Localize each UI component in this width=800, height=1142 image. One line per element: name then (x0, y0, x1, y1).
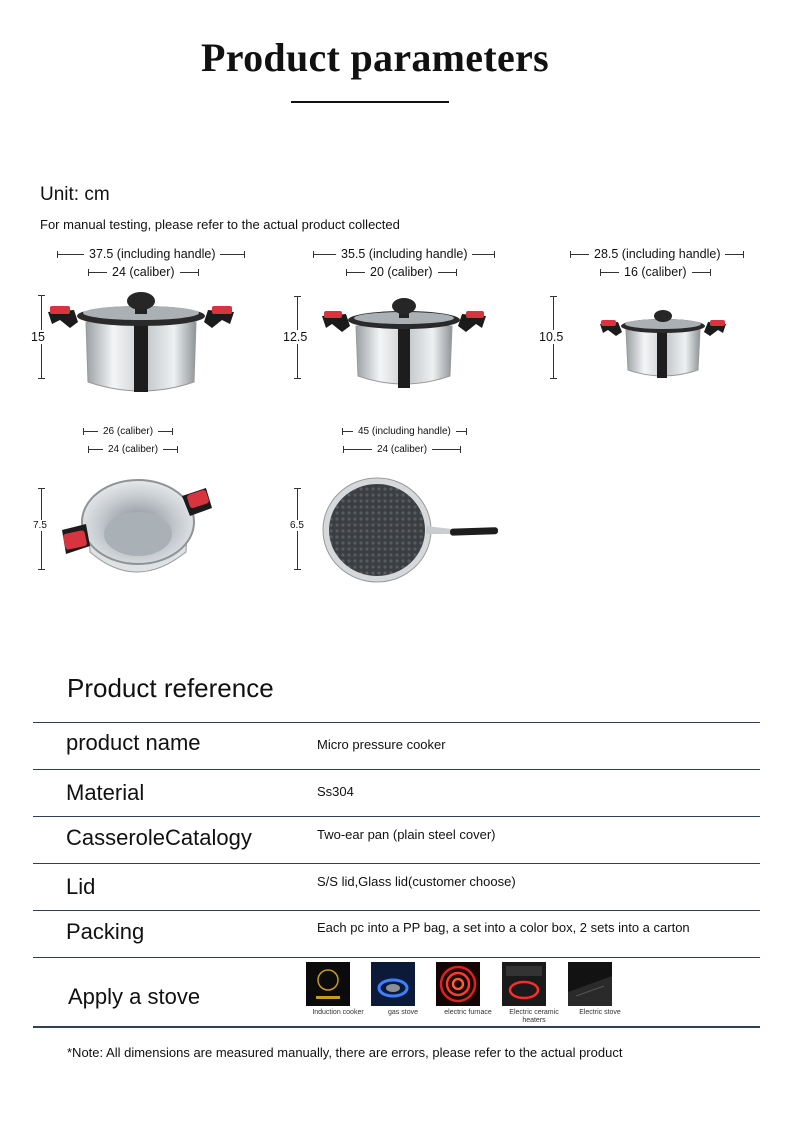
stove-caption: Electric ceramic heaters (509, 1009, 559, 1024)
title-underline (291, 101, 449, 103)
row-value: Each pc into a PP bag, a set into a color box, 2 sets into a carton (317, 920, 690, 935)
caliber-dimension-2 (346, 265, 457, 279)
electric-furnace-icon (436, 962, 500, 1006)
width-dimension-2 (313, 247, 495, 261)
row-value: Micro pressure cooker (317, 737, 446, 752)
electric-ceramic-heater-icon (502, 962, 566, 1006)
caliber-label-3: 16 (caliber) (624, 265, 687, 279)
frying-pan-image (322, 474, 502, 584)
caliber-label-5: 24 (caliber) (377, 444, 428, 455)
stove-caption: Induction cooker (312, 1009, 364, 1016)
width-label-1: 37.5 (including handle) (89, 247, 216, 261)
table-row (33, 816, 760, 864)
row-label: product name (66, 730, 201, 755)
manual-testing-note: For manual testing, please refer to the actual product collected (40, 217, 400, 232)
width-dimension-4 (83, 426, 173, 437)
stove-caption: electric furnace (444, 1009, 492, 1016)
width-label-3: 28.5 (including handle) (594, 247, 721, 261)
stove-induction-cooker (306, 962, 370, 1017)
induction-cooker-icon (306, 962, 370, 1006)
stove-electric-ceramic (502, 962, 566, 1025)
width-label-2: 35.5 (including handle) (341, 247, 468, 261)
height-label-3: 10.5 (539, 330, 564, 344)
row-label: Material (66, 780, 145, 805)
row-value: Two-ear pan (plain steel cover) (317, 827, 496, 842)
page-title: Product parameters (201, 35, 549, 80)
row-value: Ss304 (317, 784, 354, 799)
width-dimension-3 (570, 247, 744, 261)
footnote: *Note: All dimensions are measured manually, there are errors, please refer to the actual product (67, 1045, 623, 1060)
caliber-label-4: 24 (caliber) (108, 444, 159, 455)
stove-caption: Electric stove (579, 1009, 621, 1016)
height-label-2: 12.5 (283, 330, 308, 344)
electric-stove-icon (568, 962, 632, 1006)
stove-gas (371, 962, 435, 1017)
width-dimension-5 (342, 426, 467, 437)
pot-image-small (598, 308, 728, 382)
caliber-label-2: 20 (caliber) (370, 265, 433, 279)
caliber-dimension-4 (88, 444, 178, 455)
width-dimension-1 (57, 247, 245, 261)
table-row (33, 910, 760, 958)
caliber-dimension-3 (600, 265, 711, 279)
row-label: Packing (66, 919, 145, 944)
pot-image-large (46, 288, 236, 400)
stove-electric-furnace (436, 962, 500, 1017)
table-row (33, 722, 760, 770)
table-bottom-rule (33, 1026, 760, 1028)
height-label-4: 7.5 (33, 520, 47, 531)
casserole-image (58, 472, 216, 586)
row-label: CasseroleCatalogy (66, 825, 252, 850)
row-label: Apply a stove (68, 984, 201, 1009)
caliber-dimension-5 (343, 444, 461, 455)
row-label: Lid (66, 874, 96, 899)
height-label-5: 6.5 (290, 520, 304, 531)
stove-electric (568, 962, 632, 1017)
stove-caption: gas stove (388, 1009, 418, 1016)
width-label-4: 26 (caliber) (103, 426, 154, 437)
caliber-dimension-1 (88, 265, 199, 279)
product-reference-title: Product reference (67, 673, 274, 703)
gas-stove-icon (371, 962, 435, 1006)
table-row (33, 769, 760, 817)
table-row (33, 863, 760, 911)
pot-image-medium (320, 296, 488, 392)
row-value: S/S lid,Glass lid(customer choose) (317, 874, 516, 889)
unit-label: Unit: cm (40, 184, 110, 205)
width-label-5: 45 (including handle) (358, 426, 451, 437)
height-label-1: 15 (31, 330, 45, 344)
caliber-label-1: 24 (caliber) (112, 265, 175, 279)
